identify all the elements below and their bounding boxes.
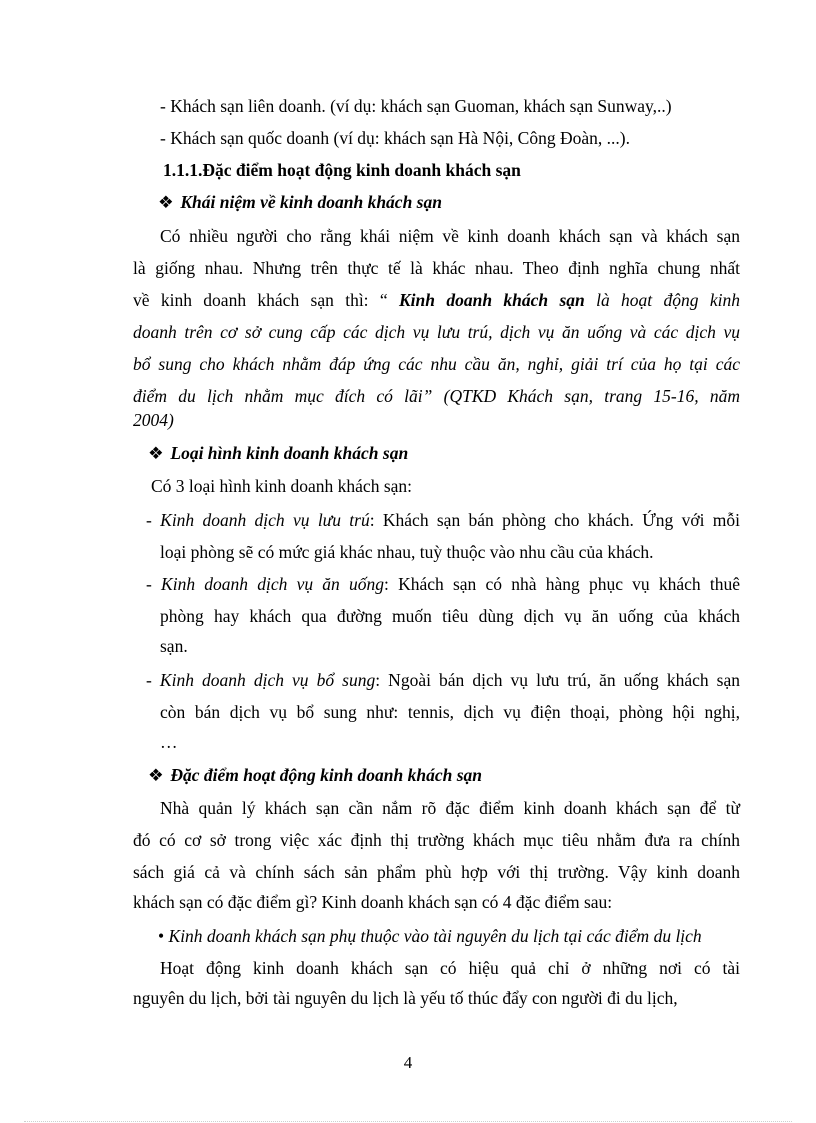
type-item-food-cont: sạn.: [160, 636, 188, 656]
type-item-supplementary-cont: còn bán dịch vụ bổ sung như: tennis, dịch vụ điện thoại, phòng hội nghị,: [160, 702, 740, 722]
defined-term: Kinh doanh khách sạn: [399, 290, 585, 310]
paragraph-line: bổ sung cho khách nhằm đáp ứng các nhu cầu ăn, nghỉ, giải trí của họ tại các: [133, 354, 740, 374]
subheading-types: [148, 441, 408, 465]
page-bottom-divider: [24, 1121, 792, 1122]
subheading-types-title: Loại hình kinh doanh khách sạn: [170, 443, 409, 463]
paragraph-line: sách giá cả và chính sách sản phẩm phù hợp với thị trường. Vậy kinh doanh: [133, 862, 740, 882]
paragraph-line: Hoạt động kinh doanh khách sạn có hiệu quả chỉ ở những nơi có tài: [160, 958, 740, 978]
subheading-characteristics-title: Đặc điểm hoạt động kinh doanh khách sạn: [170, 765, 483, 785]
paragraph-line: là giống nhau. Nhưng trên thực tế là khác nhau. Theo định nghĩa chung nhất: [133, 258, 740, 278]
type-item-supplementary-cont: …: [160, 732, 178, 752]
subheading-concept: [158, 190, 442, 214]
page-number: 4: [403, 1053, 413, 1072]
paragraph-line: 2004): [133, 410, 174, 430]
subheading-characteristics: [148, 763, 482, 787]
type-item-food-cont: phòng hay khách qua đường muốn tiêu dùng dịch vụ ăn uống của khách: [160, 606, 740, 626]
diamond-bullet-icon: ❖: [148, 765, 164, 785]
list-item-state-owned: - Khách sạn quốc doanh (ví dụ: khách sạn Hà Nội, Công Đoàn, ...).: [160, 128, 630, 148]
paragraph-line: nguyên du lịch, bởi tài nguyên du lịch là yếu tố thúc đẩy con người đi du lịch,: [133, 988, 678, 1008]
paragraph-line: khách sạn có đặc điểm gì? Kinh doanh khách sạn có 4 đặc điểm sau:: [133, 892, 613, 912]
types-intro: Có 3 loại hình kinh doanh khách sạn:: [151, 476, 413, 496]
section-heading: 1.1.1.Đặc điểm hoạt động kinh doanh khách sạn: [163, 160, 521, 180]
diamond-bullet-icon: ❖: [158, 192, 174, 212]
diamond-bullet-icon: ❖: [148, 443, 164, 463]
type-item-supplementary: - Kinh doanh dịch vụ bổ sung: Ngoài bán dịch vụ lưu trú, ăn uống khách sạn: [146, 670, 741, 690]
paragraph-line: đó có cơ sở trong việc xác định thị trường khách mục tiêu nhằm đưa ra chính: [133, 830, 740, 850]
type-item-accommodation-cont: loại phòng sẽ có mức giá khác nhau, tuỳ thuộc vào nhu cầu của khách.: [160, 542, 654, 562]
type-item-accommodation: - Kinh doanh dịch vụ lưu trú: Khách sạn bán phòng cho khách. Ứng với mỗi: [146, 510, 740, 530]
paragraph-line-definition: về kinh doanh khách sạn thì: “ Kinh doanh khách sạn là hoạt động kinh: [133, 290, 740, 310]
paragraph-line: doanh trên cơ sở cung cấp các dịch vụ lưu trú, dịch vụ ăn uống và các dịch vụ: [133, 322, 740, 342]
characteristic-point-1: • Kinh doanh khách sạn phụ thuộc vào tài nguyên du lịch tại các điểm du lịch: [158, 926, 702, 946]
paragraph-line: Nhà quản lý khách sạn cần nắm rõ đặc điểm kinh doanh khách sạn để từ: [160, 798, 740, 818]
paragraph-line: Có nhiều người cho rằng khái niệm về kinh doanh khách sạn và khách sạn: [160, 226, 740, 246]
list-item-joint-venture: - Khách sạn liên doanh. (ví dụ: khách sạn Guoman, khách sạn Sunway,..): [160, 96, 672, 116]
subheading-concept-title: Khái niệm về kinh doanh khách sạn: [180, 192, 442, 212]
type-item-food: - Kinh doanh dịch vụ ăn uống: Khách sạn có nhà hàng phục vụ khách thuê: [146, 574, 741, 594]
dot-bullet-icon: •: [158, 926, 165, 946]
paragraph-line: điểm du lịch nhằm mục đích có lãi” (QTKD Khách sạn, trang 15-16, năm: [133, 386, 740, 406]
